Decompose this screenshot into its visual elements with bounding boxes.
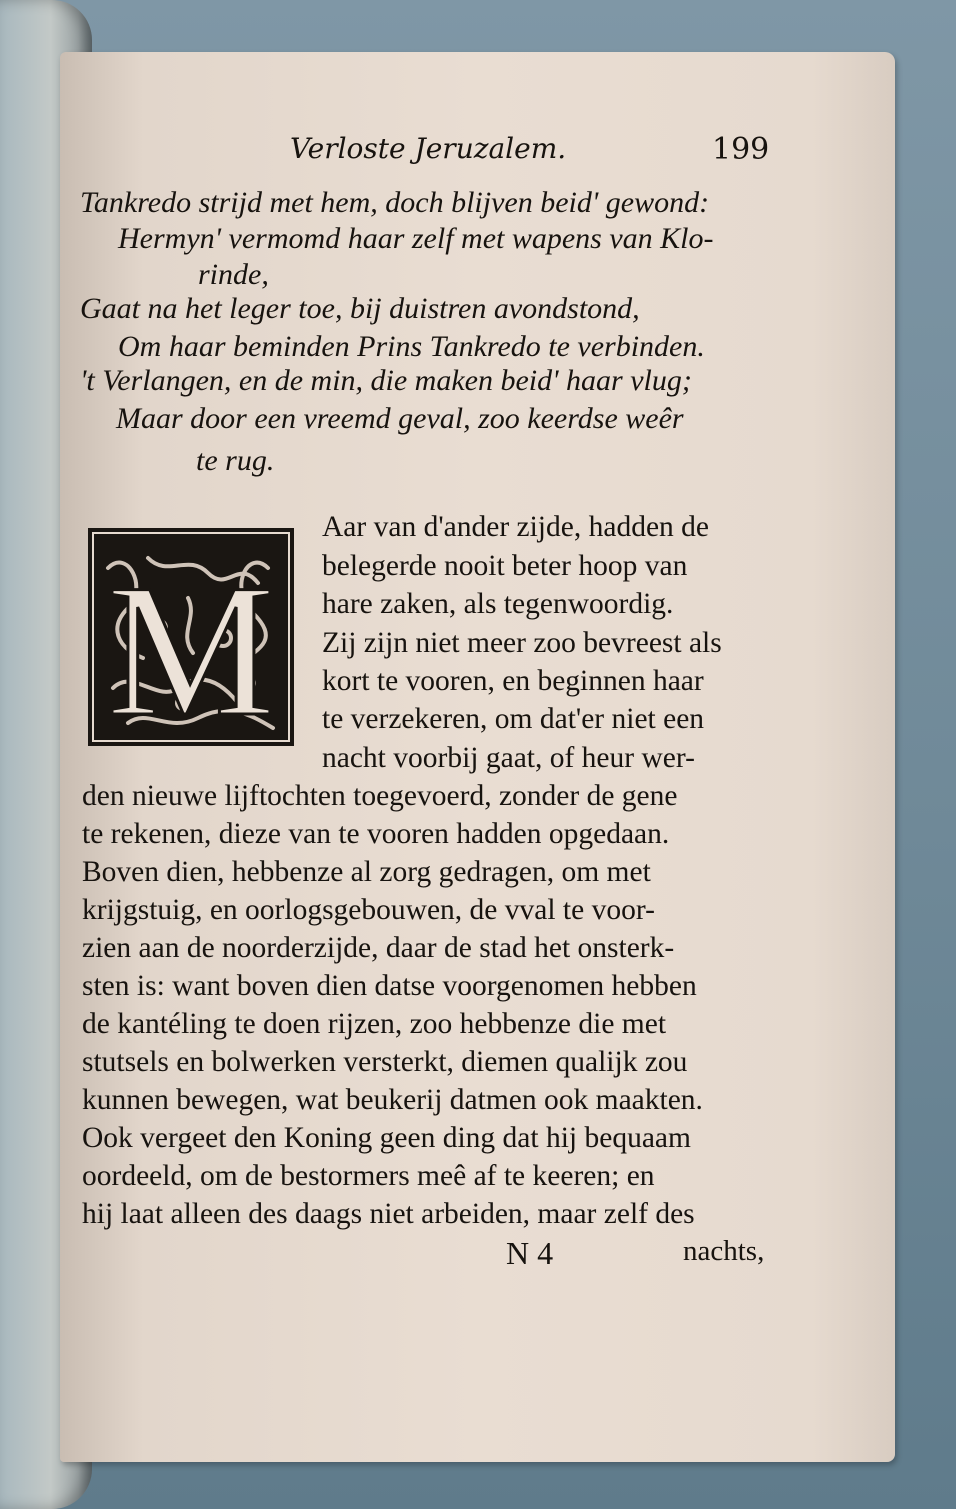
catchword: nachts, (683, 1235, 765, 1267)
page-header (0, 132, 956, 172)
argument-line: rinde, (198, 258, 269, 291)
argument-line: Maar door een vreemd geval, zoo keerdse weêr (116, 402, 684, 435)
running-title: Verloste Jeruzalem. (290, 132, 567, 165)
body-line: nacht voorbij gaat, of heur wer- (322, 742, 695, 774)
body-line: Zij zijn niet meer zoo bevreest als (322, 627, 722, 659)
decorated-initial-art (88, 528, 294, 746)
signature-mark: N 4 (506, 1235, 554, 1271)
body-line: krijgstuig, en oorlogsgebouwen, de vval te voor- (82, 894, 655, 926)
body-line: belegerde nooit beter hoop van (322, 550, 688, 582)
body-line: Ook vergeet den Koning geen ding dat hij bequaam (82, 1122, 691, 1154)
body-line: de kantéling te doen rijzen, zoo hebbenze die met (82, 1008, 667, 1040)
body-line: Aar van d'ander zijde, hadden de (322, 511, 710, 543)
body-line: Boven dien, hebbenze al zorg gedragen, om met (82, 856, 651, 888)
body-line: te verzekeren, om dat'er niet een (322, 703, 705, 735)
body-line: sten is: want boven dien datse voorgenomen hebben (82, 970, 697, 1002)
body-line: stutsels en bolwerken versterkt, diemen qualijk zou (82, 1046, 688, 1078)
initial-letter: M (106, 546, 276, 746)
body-line: kunnen bewegen, wat beukerij datmen ook maakten. (82, 1084, 703, 1116)
decorated-initial (88, 528, 294, 746)
body-line: kort te vooren, en beginnen haar (322, 665, 704, 697)
body-line: hij laat alleen des daags niet arbeiden, maar zelf des (82, 1198, 695, 1230)
body-line: te rekenen, dieze van te vooren hadden opgedaan. (82, 818, 670, 850)
argument-line: Om haar beminden Prins Tankredo te verbinden. (118, 330, 705, 363)
body-line: den nieuwe lijftochten toegevoerd, zonder de gene (82, 780, 678, 812)
page-number: 199 (712, 132, 770, 167)
argument-line: Gaat na het leger toe, bij duistren avondstond, (80, 292, 640, 325)
body-line: oordeeld, om de bestormers meê af te keeren; en (82, 1160, 655, 1192)
argument-line: Hermyn' vermomd haar zelf met wapens van Klo- (118, 222, 714, 255)
body-line: hare zaken, als tegenwoordig. (322, 588, 674, 620)
argument-line: te rug. (196, 444, 275, 477)
argument-line: Tankredo strijd met hem, doch blijven beid' gewond: (80, 186, 710, 219)
body-line: zien aan de noorderzijde, daar de stad het onsterk- (82, 932, 675, 964)
argument-line: 't Verlangen, en de min, die maken beid' haar vlug; (80, 364, 692, 397)
